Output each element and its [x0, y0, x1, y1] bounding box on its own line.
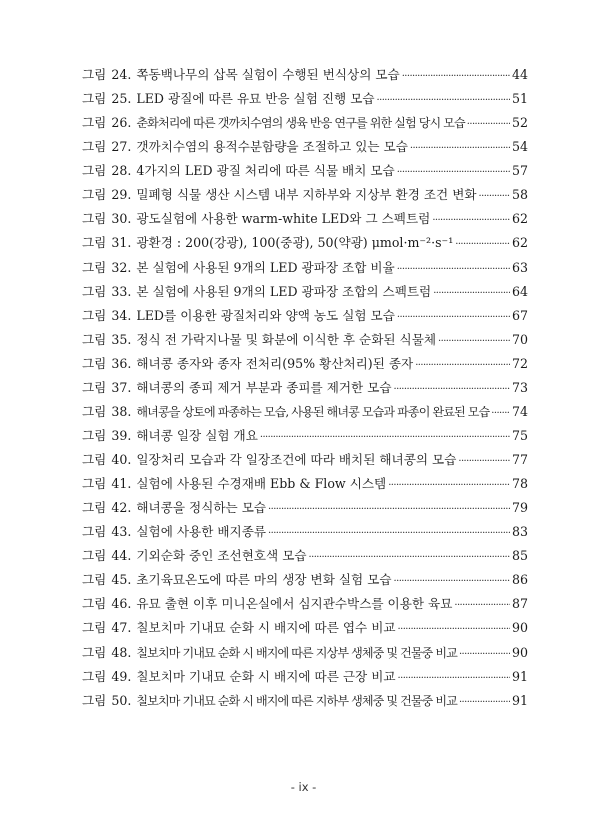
figure-title: 칠보치마 기내묘 순화 시 배지에 따른 지상부 생체중 및 건물중 비교	[136, 645, 457, 660]
figure-number: 24.	[111, 67, 132, 82]
figure-list-item[interactable]	[82, 568, 528, 592]
figure-prefix: 그림	[82, 476, 107, 492]
figure-prefix: 그림	[82, 259, 107, 275]
figure-number: 46.	[111, 596, 132, 612]
figure-number: 34.	[111, 307, 132, 323]
page-reference: 72	[511, 355, 528, 371]
page-reference: 90	[511, 620, 528, 636]
figure-prefix: 그림	[82, 163, 107, 179]
dot-leader	[459, 643, 510, 667]
figure-prefix: 그림	[82, 452, 107, 467]
dot-leader	[397, 306, 510, 330]
figure-prefix: 그림	[82, 596, 107, 612]
figure-title: 본 실험에 사용된 9개의 LED 광파장 조합의 스펙트럼	[136, 283, 432, 299]
figure-list-item[interactable]	[82, 231, 528, 255]
figure-number: 50.	[111, 692, 132, 708]
figure-list-item[interactable]	[82, 111, 528, 135]
figure-prefix: 그림	[82, 572, 107, 588]
figure-number: 39.	[111, 427, 132, 443]
figure-list-item[interactable]	[82, 183, 528, 207]
figure-list-item[interactable]	[82, 328, 528, 352]
dot-leader	[467, 113, 510, 137]
page-reference: 62	[511, 235, 528, 251]
figure-title: 광환경 : 200(강광), 100(중광), 50(약광) μmol·m⁻²·s⁻¹	[136, 235, 454, 251]
figure-prefix: 그림	[82, 427, 107, 443]
figure-title: 광도실험에 사용한 warm-white LED와 그 스펙트럼	[136, 211, 431, 227]
figure-number: 25.	[111, 91, 132, 107]
figure-list-item[interactable]	[82, 665, 528, 689]
page-reference: 63	[511, 259, 528, 275]
dot-leader	[491, 402, 510, 426]
figure-title: 해녀콩을 상토에 파종하는 모습, 사용된 해녀콩 모습과 파종이 완료된 모습	[136, 404, 490, 419]
page-reference: 91	[511, 668, 528, 684]
page-reference: 79	[511, 500, 528, 516]
figure-title: LED 광질에 따른 유묘 반응 실험 진행 모습	[136, 91, 375, 107]
figure-number: 49.	[111, 668, 132, 684]
figure-title: 밀폐형 식물 생산 시스템 내부 지하부와 지상부 환경 조건 변화	[136, 187, 477, 203]
figure-number: 26.	[111, 115, 132, 131]
page-reference: 73	[511, 379, 528, 395]
figure-title: 일장처리 모습과 각 일장조건에 따라 배치된 해녀콩의 모습	[136, 452, 457, 467]
figure-list-item[interactable]	[82, 689, 528, 713]
figure-title: 기외순화 중인 조선현호색 모습	[136, 548, 307, 564]
page-reference: 52	[511, 115, 528, 131]
figure-number: 27.	[111, 139, 132, 155]
dot-leader	[433, 282, 510, 306]
figure-number: 43.	[111, 524, 132, 540]
figure-number: 48.	[111, 644, 132, 660]
figure-list-item[interactable]	[82, 256, 528, 280]
figure-title: 갯까치수염의 용적수분함량을 조절하고 있는 모습	[136, 139, 408, 155]
figure-list-item[interactable]	[82, 616, 528, 640]
figure-prefix: 그림	[82, 403, 107, 419]
figure-number: 37.	[111, 379, 132, 395]
figure-number: 40.	[111, 452, 132, 467]
dot-leader	[459, 691, 510, 715]
figure-title: 칠보치마 기내묘 순화 시 배지에 따른 엽수 비교	[136, 620, 396, 636]
figure-list-item[interactable]	[82, 63, 528, 87]
figure-number: 36.	[111, 355, 132, 371]
figure-number: 35.	[111, 331, 132, 347]
figure-prefix: 그림	[82, 379, 107, 395]
dot-leader	[415, 354, 510, 378]
figure-list-item[interactable]	[82, 424, 528, 448]
page-reference: 58	[511, 187, 528, 203]
figure-title: 유묘 출현 이후 미니온실에서 심지관수박스를 이용한 육묘	[136, 596, 453, 612]
page-reference: 86	[511, 572, 528, 588]
figure-title: 칠보치마 기내묘 순화 시 배지에 따른 지하부 생체중 및 건물중 비교	[136, 693, 457, 708]
dot-leader	[458, 450, 510, 474]
dot-leader	[394, 378, 510, 402]
dot-leader	[432, 209, 510, 233]
figure-number: 44.	[111, 548, 132, 564]
dot-leader	[410, 137, 510, 161]
figure-prefix: 그림	[82, 331, 107, 347]
page-reference: 70	[511, 331, 528, 347]
figure-prefix: 그림	[82, 91, 107, 107]
dot-leader	[479, 185, 510, 209]
figure-prefix: 그림	[82, 211, 107, 227]
figure-number: 45.	[111, 572, 132, 588]
figure-title: 해녀콩을 정식하는 모습	[136, 500, 267, 516]
figure-list-item[interactable]	[82, 496, 528, 520]
figure-title: 칠보치마 기내묘 순화 시 배지에 따른 근장 비교	[136, 668, 396, 684]
page-reference: 74	[511, 403, 528, 419]
figure-prefix: 그림	[82, 668, 107, 684]
page-reference: 77	[511, 452, 528, 467]
figure-prefix: 그림	[82, 187, 107, 203]
figure-title: 실험에 사용된 수경재배 Ebb & Flow 시스템	[136, 476, 387, 492]
page-number-footer: - ix -	[290, 780, 317, 794]
figure-list-item[interactable]	[82, 87, 528, 111]
page-reference: 87	[511, 596, 528, 612]
figure-list-item[interactable]	[82, 159, 528, 183]
figure-list-item[interactable]	[82, 472, 528, 496]
figure-list-item[interactable]	[82, 448, 528, 472]
dot-leader	[402, 65, 510, 89]
dot-leader	[398, 618, 510, 642]
figure-prefix: 그림	[82, 283, 107, 299]
figure-list-item[interactable]	[82, 400, 528, 424]
page-reference: 44	[511, 67, 528, 82]
figure-prefix: 그림	[82, 139, 107, 155]
figure-title: 해녀콩 종자와 종자 전처리(95% 황산처리)된 종자	[136, 355, 414, 371]
figure-prefix: 그림	[82, 548, 107, 564]
figure-prefix: 그림	[82, 235, 107, 251]
dot-leader	[398, 667, 510, 691]
figure-prefix: 그림	[82, 67, 107, 82]
figure-list	[82, 63, 528, 713]
figure-prefix: 그림	[82, 115, 107, 131]
dot-leader	[455, 233, 510, 257]
figure-title: 4가지의 LED 광질 처리에 따른 식물 배치 모습	[136, 163, 395, 179]
page-reference: 78	[511, 476, 528, 492]
figure-number: 33.	[111, 283, 132, 299]
dot-leader	[397, 161, 510, 185]
page-reference: 54	[511, 139, 528, 155]
figure-list-item[interactable]	[82, 135, 528, 159]
figure-list-item[interactable]	[82, 304, 528, 328]
page-reference: 62	[511, 211, 528, 227]
figure-title: 실험에 사용한 배지종류	[136, 524, 267, 540]
figure-title: 해녀콩의 종피 제거 부분과 종피를 제거한 모습	[136, 379, 392, 395]
page-reference: 64	[511, 283, 528, 299]
page-reference: 83	[511, 524, 528, 540]
page-reference: 85	[511, 548, 528, 564]
figure-list-item[interactable]	[82, 376, 528, 400]
page-reference: 75	[511, 427, 528, 443]
figure-prefix: 그림	[82, 500, 107, 516]
figure-number: 30.	[111, 211, 132, 227]
dot-leader	[309, 546, 510, 570]
figure-list-item[interactable]	[82, 352, 528, 376]
figure-number: 32.	[111, 259, 132, 275]
figure-list-item[interactable]	[82, 207, 528, 231]
dot-leader	[268, 498, 510, 522]
figure-title: 춘화처리에 따른 갯까치수염의 생육 반응 연구를 위한 실험 당시 모습	[136, 116, 465, 131]
figure-list-item[interactable]	[82, 641, 528, 665]
dot-leader	[268, 522, 510, 546]
figure-number: 42.	[111, 500, 132, 516]
figure-number: 28.	[111, 163, 132, 179]
dot-leader	[394, 570, 510, 594]
dot-leader	[388, 474, 510, 498]
dot-leader	[438, 330, 510, 354]
figure-list-item[interactable]	[82, 592, 528, 616]
figure-title: 본 실험에 사용된 9개의 LED 광파장 조합 비율	[136, 259, 395, 275]
figure-number: 38.	[111, 403, 132, 419]
dot-leader	[377, 89, 510, 113]
dot-leader	[397, 258, 510, 282]
figure-number: 47.	[111, 620, 132, 636]
page-reference: 57	[511, 163, 528, 179]
figure-title: 쪽동백나무의 삽목 실험이 수행된 번식상의 모습	[136, 67, 400, 82]
dot-leader	[454, 594, 510, 618]
figure-list-item[interactable]	[82, 280, 528, 304]
figure-prefix: 그림	[82, 524, 107, 540]
figure-prefix: 그림	[82, 620, 107, 636]
dot-leader	[260, 426, 510, 450]
page-reference: 67	[511, 307, 528, 323]
figure-title: 정식 전 가락지나물 및 화분에 이식한 후 순화된 식물체	[136, 331, 437, 347]
page-reference: 90	[511, 644, 528, 660]
figure-prefix: 그림	[82, 355, 107, 371]
figure-number: 29.	[111, 187, 132, 203]
figure-prefix: 그림	[82, 307, 107, 323]
figure-list-item[interactable]	[82, 544, 528, 568]
figure-title: 초기육묘온도에 따른 마의 생장 변화 실험 모습	[136, 572, 392, 588]
figure-title: 해녀콩 일장 실험 개요	[136, 427, 258, 443]
page-reference: 51	[511, 91, 528, 107]
figure-number: 31.	[111, 235, 132, 251]
figure-title: LED를 이용한 광질처리와 양액 농도 실험 모습	[136, 307, 395, 323]
page-reference: 91	[511, 692, 528, 708]
figure-prefix: 그림	[82, 692, 107, 708]
figure-prefix: 그림	[82, 644, 107, 660]
figure-list-item[interactable]	[82, 520, 528, 544]
figure-number: 41.	[111, 476, 132, 492]
